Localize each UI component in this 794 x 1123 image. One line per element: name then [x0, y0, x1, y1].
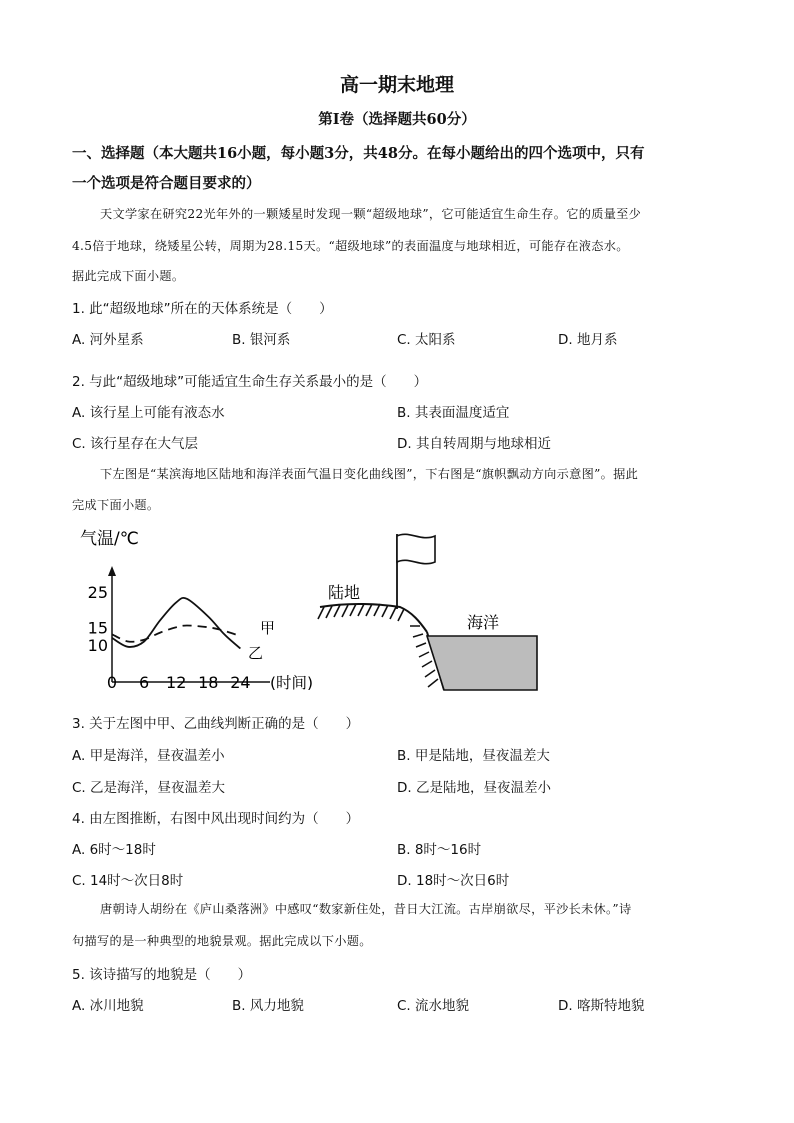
question-1-option-c[interactable]: C. 太阳系 [397, 332, 456, 348]
curve-yi-label: 乙 [248, 644, 264, 662]
question-5-option-b[interactable]: B. 风力地貌 [232, 998, 304, 1014]
flag-wind-diagram [310, 522, 560, 702]
question-1-option-b[interactable]: B. 银河系 [232, 332, 291, 348]
sea-label: 海洋 [467, 613, 500, 632]
section-instruction-line1: 一、选择题（本大题共16小题，每小题3分，共48分。在每小题给出的四个选项中，只有 [72, 145, 645, 162]
question-4-option-c[interactable]: C. 14时～次日8时 [72, 873, 184, 889]
temperature-chart [70, 522, 340, 702]
sea-body [427, 636, 537, 690]
question-4-stem: 4. 由左图推断，右图中风出现时间约为（ ） [72, 811, 360, 827]
x-tick-label: 12 [166, 673, 187, 692]
question-4-option-a[interactable]: A. 6时～18时 [72, 842, 156, 858]
question-2-option-d[interactable]: D. 其自转周期与地球相近 [397, 436, 551, 452]
x-tick-label: 18 [198, 673, 219, 692]
question-3-option-a[interactable]: A. 甲是海洋，昼夜温差小 [72, 748, 225, 764]
passage1-line2: 4.5倍于地球，绕矮星公转，周期为28.15天。“超级地球”的表面温度与地球相近，可能存在液态水。 [72, 239, 629, 253]
section-subtitle: 第Ⅰ卷（选择题共60分） [318, 111, 476, 128]
question-5-option-d[interactable]: D. 喀斯特地貌 [558, 998, 645, 1014]
curve-jia [112, 626, 240, 642]
x-tick-label: 24 [230, 673, 251, 692]
question-2-stem: 2. 与此“超级地球”可能适宜生命生存关系最小的是（ ） [72, 374, 428, 390]
flag-icon [397, 534, 435, 563]
question-5-option-c[interactable]: C. 流水地貌 [397, 998, 470, 1014]
y-tick-label: 25 [87, 582, 108, 602]
question-5-stem: 5. 该诗描写的地貌是（ ） [72, 967, 252, 983]
curve-jia-label: 甲 [260, 619, 276, 637]
x-tick-label: 0 [106, 673, 118, 692]
land-surface [320, 604, 427, 632]
question-3-stem: 3. 关于左图中甲、乙曲线判断正确的是（ ） [72, 716, 360, 732]
question-2-option-b[interactable]: B. 其表面温度适宜 [397, 405, 510, 421]
passage2-line2: 完成下面小题。 [72, 498, 160, 512]
y-tick-label: 10 [87, 636, 108, 655]
page-title: 高一期末地理 [339, 74, 454, 96]
passage3-line2: 句描写的是一种典型的地貌景观。据此完成以下小题。 [72, 934, 372, 948]
passage2-line1: 下左图是“某滨海地区陆地和海洋表面气温日变化曲线图”，下右图是“旗帜飘动方向示意图”。据此 [100, 467, 639, 481]
question-2-option-a[interactable]: A. 该行星上可能有液态水 [72, 405, 225, 421]
section-instruction-line2: 一个选项是符合题目要求的） [72, 175, 261, 192]
question-1-stem: 1. 此“超级地球”所在的天体系统是（ ） [72, 301, 333, 317]
chart-y-axis-arrow [108, 566, 116, 576]
question-2-option-c[interactable]: C. 该行星存在大气层 [72, 436, 199, 452]
chart-x-title: (时间) [270, 674, 314, 692]
passage1-line1: 天文学家在研究22光年外的一颗矮星时发现一颗“超级地球”，它可能适宜生命生存。它的质量至少 [100, 207, 642, 221]
chart-y-ticks [88, 583, 108, 655]
question-1-option-a[interactable]: A. 河外星系 [72, 332, 144, 348]
question-3-option-d[interactable]: D. 乙是陆地，昼夜温差小 [397, 780, 551, 796]
question-5-option-a[interactable]: A. 冰川地貌 [72, 998, 144, 1014]
question-4-option-d[interactable]: D. 18时～次日6时 [397, 873, 510, 889]
passage1-line3: 据此完成下面小题。 [72, 269, 185, 283]
x-tick-label: 6 [139, 673, 150, 692]
question-1-option-d[interactable]: D. 地月系 [558, 332, 618, 348]
question-4-option-b[interactable]: B. 8时～16时 [397, 842, 482, 858]
passage3-line1: 唐朝诗人胡纷在《庐山桑落洲》中感叹“数家新住处，昔日大江流。古岸崩欲尽，平沙长未休。”诗 [100, 902, 632, 916]
land-label: 陆地 [328, 583, 361, 602]
chart-y-title: 气温/℃ [80, 529, 139, 549]
y-tick-label: 15 [87, 618, 108, 638]
question-3-option-c[interactable]: C. 乙是海洋，昼夜温差大 [72, 780, 226, 796]
question-3-option-b[interactable]: B. 甲是陆地，昼夜温差大 [397, 748, 550, 764]
